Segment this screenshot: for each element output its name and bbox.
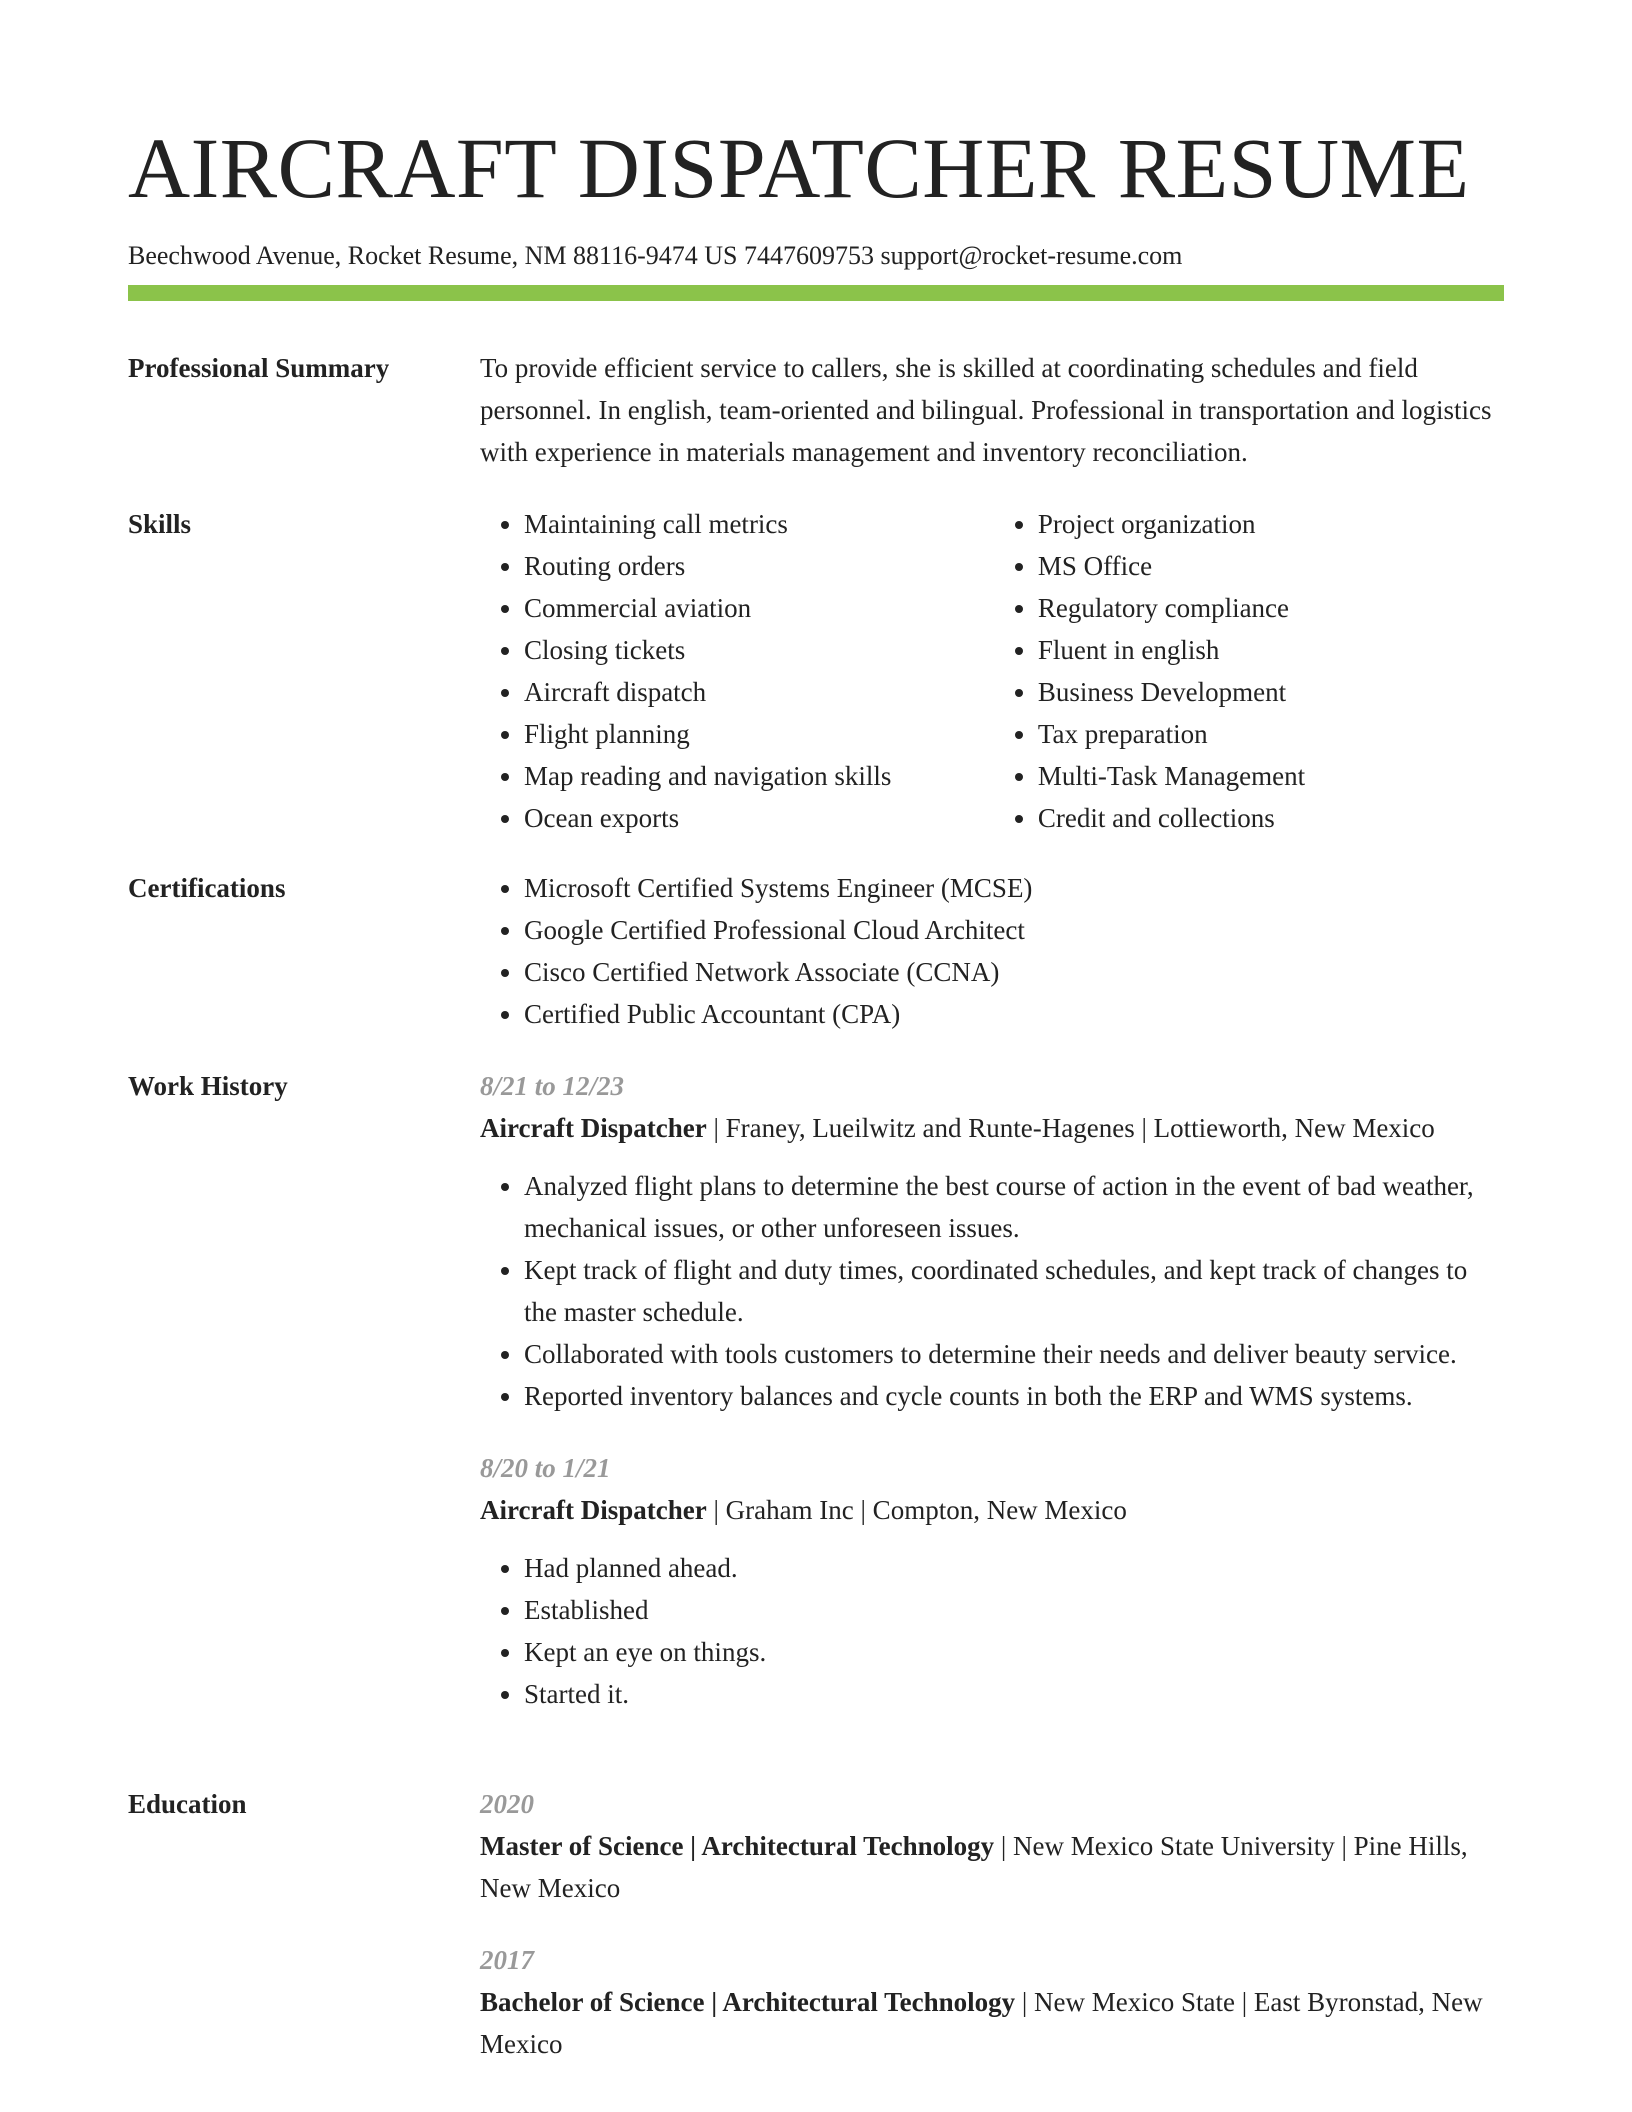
- contact-info: Beechwood Avenue, Rocket Resume, NM 88116-9474 US 7447609753 support@rocket-resume.com: [128, 241, 1183, 270]
- job-title-line: [480, 1107, 1504, 1149]
- certification-item: • Cisco Certified Network Associate (CCNA): [524, 951, 1504, 993]
- summary-label: Professional Summary: [128, 353, 390, 383]
- work-history-label: Work History: [128, 1071, 288, 1101]
- skill-item: • Maintaining call metrics: [524, 503, 994, 545]
- education-entry: [480, 1939, 1504, 2065]
- skill-item: • Project organization: [1038, 503, 1504, 545]
- skill-item: • Credit and collections: [1038, 797, 1504, 839]
- certifications-body: [480, 867, 1504, 1035]
- skills-label: Skills: [128, 509, 192, 539]
- job-bullet-list: [480, 1165, 1504, 1417]
- job-title-line: [480, 1489, 1504, 1531]
- certification-item: • Certified Public Accountant (CPA): [524, 993, 1504, 1035]
- skills-list-left: [480, 503, 994, 839]
- education-label: Education: [128, 1789, 247, 1819]
- job-bullet: • Reported inventory balances and cycle counts in both the ERP and WMS systems.: [524, 1375, 1504, 1417]
- skill-item: • Closing tickets: [524, 629, 994, 671]
- skills-columns: [480, 503, 1504, 839]
- skill-item: • Routing orders: [524, 545, 994, 587]
- job-bullet: • Analyzed flight plans to determine the best course of action in the event of bad weather, mechanical issues, or other unforeseen issues.: [524, 1165, 1504, 1249]
- skills-list-right: [994, 503, 1504, 839]
- resume-header: [128, 118, 1504, 272]
- certifications-label: Certifications: [128, 873, 286, 903]
- skill-item: • Multi-Task Management: [1038, 755, 1504, 797]
- education-entry: [480, 1783, 1504, 1909]
- skill-item: • Regulatory compliance: [1038, 587, 1504, 629]
- skill-item: • Ocean exports: [524, 797, 994, 839]
- page-title: AIRCRAFT DISPATCHER RESUME: [128, 120, 1470, 216]
- job-role: Aircraft Dispatcher: [480, 1113, 707, 1143]
- job-bullet: • Established: [524, 1589, 1504, 1631]
- job-bullet: • Kept an eye on things.: [524, 1631, 1504, 1673]
- skill-item: • Business Development: [1038, 671, 1504, 713]
- skill-item: • Map reading and navigation skills: [524, 755, 994, 797]
- education-degree: Bachelor of Science | Architectural Technology: [480, 1987, 1016, 2017]
- summary-text: To provide efficient service to callers, she is skilled at coordinating schedules and field personnel. In english, team-oriented and bilingual. Professional in transportation and logistics with experience in materials management and inventory reconciliation.: [480, 353, 1492, 467]
- job-bullet: • Kept track of flight and duty times, coordinated schedules, and kept track of changes to the master schedule.: [524, 1249, 1504, 1333]
- job-bullet-list: [480, 1547, 1504, 1715]
- skill-item: • Tax preparation: [1038, 713, 1504, 755]
- education-year: 2017: [480, 1945, 534, 1975]
- summary-body: [480, 347, 1504, 473]
- education-degree-line: [480, 1981, 1504, 2065]
- job-employer-location: | Franey, Lueilwitz and Runte-Hagenes | Lottieworth, New Mexico: [706, 1113, 1435, 1143]
- certifications-list: [480, 867, 1504, 1035]
- skills-body: [480, 503, 1504, 839]
- job-dates: 8/20 to 1/21: [480, 1453, 611, 1483]
- job-entry: [480, 1065, 1504, 1417]
- education-school-location: | New Mexico State University | Pine Hills, New Mexico: [480, 1831, 1468, 1903]
- work-history-body: [480, 1065, 1504, 1745]
- skill-item: • Fluent in english: [1038, 629, 1504, 671]
- job-entry: [480, 1447, 1504, 1715]
- education-degree-line: [480, 1825, 1504, 1909]
- education-year: 2020: [480, 1789, 534, 1819]
- job-bullet: • Had planned ahead.: [524, 1547, 1504, 1589]
- education-body: [480, 1783, 1504, 2095]
- job-employer-location: | Graham Inc | Compton, New Mexico: [706, 1495, 1127, 1525]
- skill-item: • Commercial aviation: [524, 587, 994, 629]
- accent-divider: [128, 285, 1504, 301]
- certification-item: • Microsoft Certified Systems Engineer (MCSE): [524, 867, 1504, 909]
- certification-item: • Google Certified Professional Cloud Architect: [524, 909, 1504, 951]
- job-dates: 8/21 to 12/23: [480, 1071, 625, 1101]
- job-bullet: • Started it.: [524, 1673, 1504, 1715]
- education-degree: Master of Science | Architectural Technology: [480, 1831, 995, 1861]
- skill-item: • Aircraft dispatch: [524, 671, 994, 713]
- job-bullet: • Collaborated with tools customers to determine their needs and deliver beauty service.: [524, 1333, 1504, 1375]
- skill-item: • Flight planning: [524, 713, 994, 755]
- job-role: Aircraft Dispatcher: [480, 1495, 707, 1525]
- skill-item: • MS Office: [1038, 545, 1504, 587]
- education-school-location: | New Mexico State | East Byronstad, New Mexico: [480, 1987, 1483, 2059]
